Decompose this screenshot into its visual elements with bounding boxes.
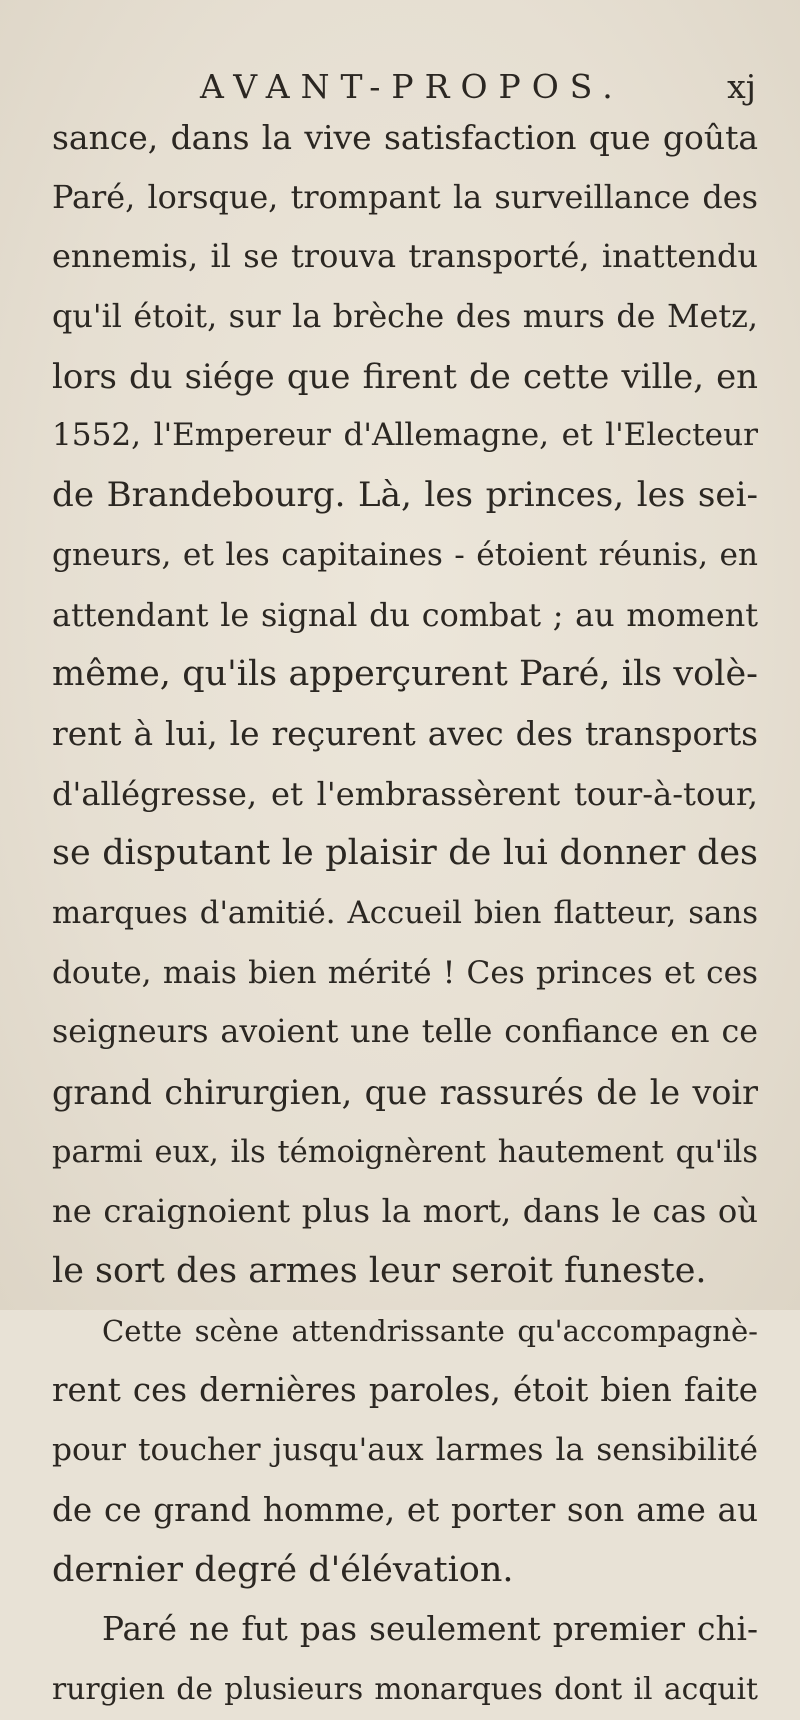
paragraph-start-line: Cette scène attendrissante qu'accompagnè-: [102, 1313, 758, 1348]
text-line: de Brandebourg. Là, les princes, les sei-: [52, 475, 758, 516]
text-line: attendant le signal du combat ; au moment: [52, 595, 758, 634]
paragraph-start-line: Paré ne fut pas seulement premier chi-: [102, 1610, 758, 1649]
text-line: parmi eux, ils témoignèrent hautement qu'ils: [52, 1134, 758, 1170]
text-line: rent ces dernières paroles, étoit bien faite: [52, 1371, 758, 1410]
text-line: d'allégresse, et l'embrassèrent tour-à-tour,: [52, 774, 758, 813]
text-line: de ce grand homme, et porter son ame au: [52, 1490, 758, 1529]
running-head-title: AVANT-PROPOS.: [200, 67, 624, 106]
text-line: ennemis, il se trouva transporté, inattendu: [52, 237, 758, 276]
text-line: seigneurs avoient une telle confiance en ce: [52, 1014, 758, 1051]
text-line: grand chirurgien, que rassurés de le voir: [52, 1073, 758, 1112]
text-line: Paré, lorsque, trompant la surveillance des: [52, 177, 758, 216]
text-line: doute, mais bien mérité ! Ces princes et ces: [52, 954, 758, 991]
text-line: marques d'amitié. Accueil bien flatteur, sans: [52, 894, 758, 931]
text-line: même, qu'ils apperçurent Paré, ils volè-: [52, 654, 758, 695]
text-line: lors du siége que firent de cette ville, en: [52, 356, 758, 396]
body-text: [52, 108, 758, 1720]
text-line: 1552, l'Empereur d'Allemagne, et l'Electeur: [52, 417, 758, 454]
paragraph-end-line: dernier degré d'élévation.: [52, 1549, 514, 1590]
text-line: rent à lui, le reçurent avec des transports: [52, 714, 758, 753]
text-line: gneurs, et les capitaines - étoient réunis, en: [52, 536, 758, 573]
text-line: pour toucher jusqu'aux larmes la sensibilité: [52, 1432, 758, 1469]
text-line: se disputant le plaisir de lui donner des: [52, 833, 758, 874]
page-number: xj: [727, 67, 756, 106]
text-line: rurgien de plusieurs monarques dont il acquit: [52, 1671, 758, 1707]
paragraph-end-line: le sort des armes leur seroit funeste.: [52, 1251, 707, 1292]
text-line: ne craignoient plus la mort, dans le cas où: [52, 1192, 758, 1231]
running-head: [0, 62, 800, 112]
text-line: qu'il étoit, sur la brèche des murs de Metz,: [52, 297, 758, 336]
text-line: sance, dans la vive satisfaction que goûta: [52, 118, 758, 157]
